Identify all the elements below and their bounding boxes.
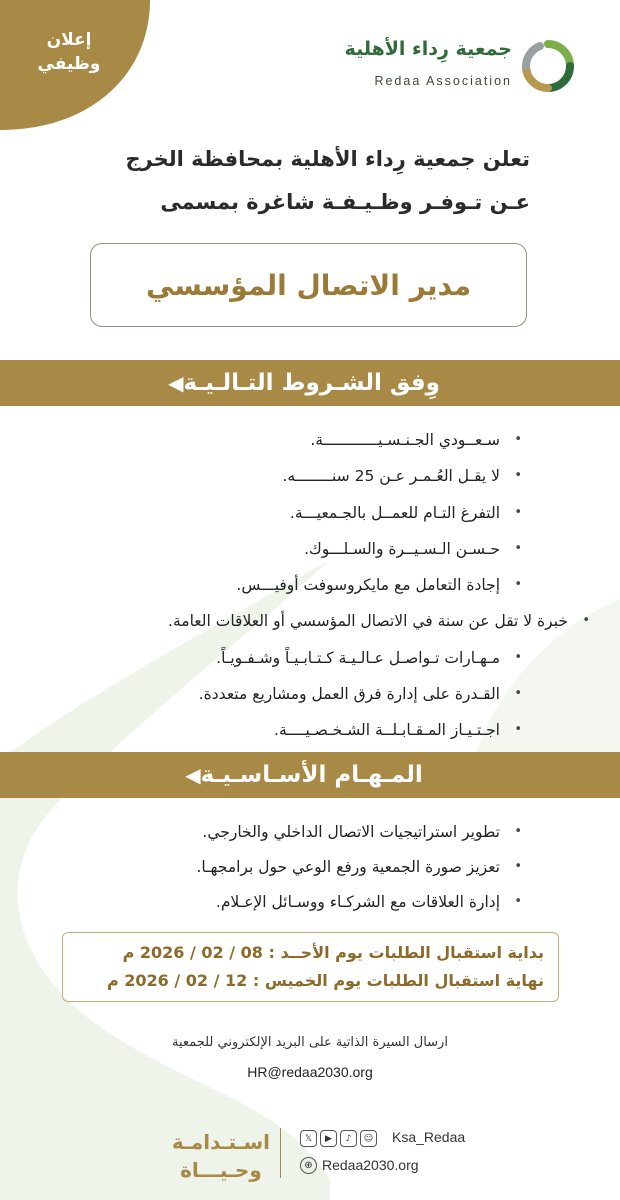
website-link[interactable]: Redaa2030.org <box>322 1157 419 1173</box>
association-logo <box>336 38 576 98</box>
logo-ring-icon <box>520 38 576 94</box>
youtube-icon[interactable]: ▶ <box>320 1130 337 1147</box>
arrow-left-icon: ◀ <box>185 763 201 787</box>
footer-slogan <box>172 1128 270 1184</box>
corner-badge-line2: وظيفي <box>37 54 101 74</box>
requirement-item: لا يقـل العُـمـر عـن 25 سنــــــــه. • <box>80 464 500 500</box>
job-title-box <box>90 243 527 327</box>
intro-line-2: عـن تـوفـر وظـيـفـة شاغرة بمسمى <box>160 190 530 214</box>
requirements-heading-band <box>0 360 620 406</box>
social-handle[interactable]: Ksa_Redaa <box>392 1129 466 1145</box>
application-email-link[interactable]: HR@redaa2030.org <box>247 1064 373 1080</box>
tasks-heading: المـهـام الأسـاسـيـة <box>200 762 423 788</box>
application-instruction: ارسال السيرة الذاتية على البريد الإلكتروني للجمعية <box>172 1035 448 1050</box>
requirement-item: إجادة التعامل مع مايكروسوفت أوفيـــس. • <box>80 573 500 609</box>
slogan-line-1: اسـتـدامـة <box>171 1130 270 1154</box>
requirement-item: مـهـارات تـواصـل عـالـيـة كـتـابـيـاً وشـفـويـاً. • <box>80 646 500 682</box>
snapchat-icon[interactable]: ☺ <box>360 1130 377 1147</box>
job-title: مدير الاتصال المؤسسي <box>145 268 472 302</box>
corner-badge-line1: إعلان <box>46 30 92 50</box>
x-icon[interactable]: 𝕏 <box>300 1130 317 1147</box>
intro-line-1: تعلن جمعية رِداء الأهلية بمحافظة الخرج <box>125 147 530 171</box>
tiktok-icon[interactable]: ♪ <box>340 1130 357 1147</box>
requirement-item: سـعــودي الجـنـسـيــــــــــــة. • <box>80 428 500 464</box>
slogan-line-2: وحـيـــاة <box>180 1158 262 1182</box>
requirement-item: اجـتـيـاز المـقـابـلــة الشـخـصـيــــة. • <box>80 718 500 754</box>
requirement-item: القـدرة على إدارة فرق العمل ومشاريع متعددة. • <box>80 682 500 718</box>
logo-name-english: Redaa Association <box>374 74 512 88</box>
globe-icon: ⊕ <box>300 1157 317 1174</box>
logo-name-arabic: جمعية رِداء الأهلية <box>344 38 512 60</box>
application-dates-box <box>62 932 559 1002</box>
tasks-list <box>80 820 500 925</box>
requirements-heading: وِفق الشـروط التـالـيـة <box>183 370 440 396</box>
arrow-left-icon: ◀ <box>168 371 184 395</box>
footer-divider <box>280 1128 281 1178</box>
requirement-item: التفرغ التـام للعمــل بالجـمعيـــة. • <box>80 501 500 537</box>
end-date: نهاية استقبال الطلبات يوم الخميس : 12 / 02 / 2026 م <box>106 971 544 990</box>
task-item: تعزيز صورة الجمعية ورفع الوعي حول برامجهـا. • <box>80 855 500 890</box>
social-icons <box>300 1130 377 1147</box>
requirement-item: حـسـن الـسـيــرة والسـلـــوك. • <box>80 537 500 573</box>
requirements-list <box>80 428 568 755</box>
corner-badge <box>14 28 124 76</box>
start-date: بداية استقبال الطلبات يوم الأحــد : 08 / 02 / 2026 م <box>122 943 544 962</box>
task-item: تطوير استراتيجيات الاتصال الداخلي والخارجي. • <box>80 820 500 855</box>
tasks-heading-band <box>0 752 620 798</box>
requirement-item: خبرة لا تقل عن سنة في الاتصال المؤسسي أو العلاقات العامة. • <box>80 609 568 645</box>
task-item: إدارة العلاقات مع الشركـاء ووسـائل الإعـلام. • <box>80 890 500 925</box>
